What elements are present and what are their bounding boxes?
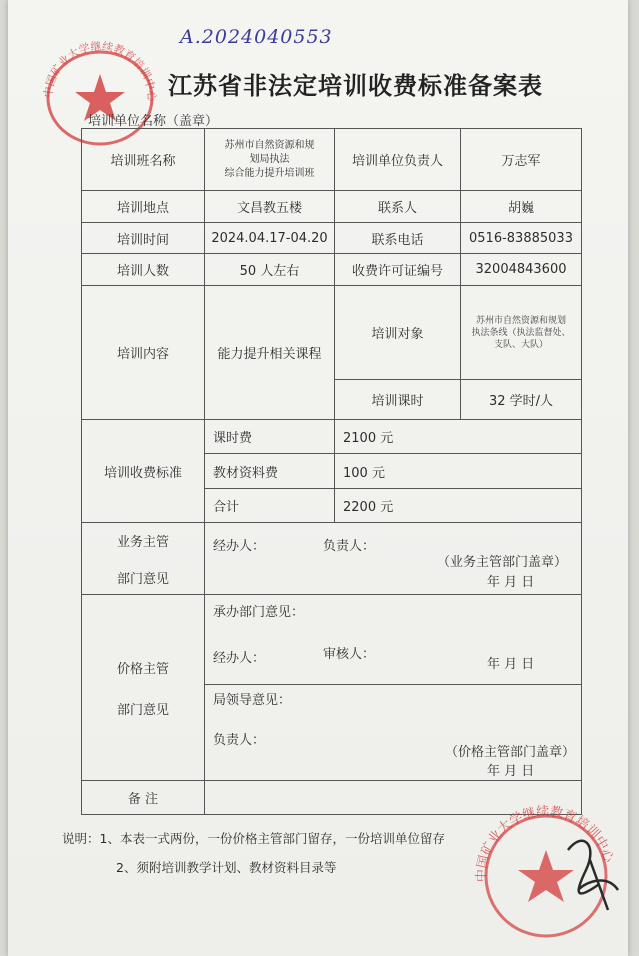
bottom-seal-text: 中国矿业大学继续教育培训中心 <box>474 804 616 883</box>
undertake-opinion-cell <box>205 595 582 685</box>
location-label: 培训地点 <box>82 191 205 223</box>
business-responsible-label: 负责人： <box>323 539 376 554</box>
time-label: 培训时间 <box>82 223 205 254</box>
fee-item-name: 课时费 <box>205 420 335 454</box>
price-date-2: 年 月 日 <box>487 764 535 779</box>
price-stamp-label: （价格主管部门盖章） <box>445 745 576 760</box>
row-content <box>82 286 582 380</box>
row-fee-1 <box>82 420 582 454</box>
page-title: 江苏省非法定培训收费标准备案表 <box>168 72 543 100</box>
bureau-responsible-label: 负责人： <box>213 733 266 748</box>
fee-total-amount: 2200 元 <box>335 489 582 523</box>
top-seal-text: 中国矿业大学继续教育培训中心 <box>41 39 159 102</box>
row-business-opinion <box>82 523 582 595</box>
row-count <box>82 254 582 286</box>
price-reviewer-label: 审核人： <box>323 647 376 662</box>
filing-form-table <box>81 128 582 815</box>
class-name-value: 苏州市自然资源和规 划局执法 综合能力提升培训班 <box>205 129 335 191</box>
bottom-seal <box>458 790 628 940</box>
business-opinion-cell <box>205 523 582 595</box>
fee-label: 培训收费标准 <box>82 420 205 523</box>
handwritten-record-number: A.2024040553 <box>180 26 333 48</box>
hours-value: 32 学时/人 <box>461 380 582 420</box>
content-label: 培训内容 <box>82 286 205 420</box>
hours-label: 培训课时 <box>335 380 461 420</box>
target-value: 苏州市自然资源和规划 执法条线（执法监督处、 支队、大队） <box>461 286 582 380</box>
business-dept-label: 业务主管 部门意见 <box>82 523 205 595</box>
row-class-name <box>82 129 582 191</box>
contact-value: 胡巍 <box>461 191 582 223</box>
license-value: 32004843600 <box>461 254 582 286</box>
row-time <box>82 223 582 254</box>
count-label: 培训人数 <box>82 254 205 286</box>
count-value: 50 人左右 <box>205 254 335 286</box>
price-handler-label: 经办人： <box>213 651 266 666</box>
price-dept-label: 价格主管 部门意见 <box>82 595 205 781</box>
license-label: 收费许可证编号 <box>335 254 461 286</box>
fee-item-amount: 2100 元 <box>335 420 582 454</box>
time-value: 2024.04.17-04.20 <box>205 223 335 254</box>
business-stamp-label: （业务主管部门盖章） <box>437 555 568 570</box>
class-name-label: 培训班名称 <box>82 129 205 191</box>
undertake-opinion-label: 承办部门意见： <box>213 605 305 620</box>
row-price-opinion-1 <box>82 595 582 685</box>
document-paper <box>8 0 628 956</box>
remark-label: 备 注 <box>82 781 205 815</box>
contact-label: 联系人 <box>335 191 461 223</box>
training-unit-label: 培训单位名称（盖章） <box>88 114 219 129</box>
phone-label: 联系电话 <box>335 223 461 254</box>
business-date: 年 月 日 <box>487 575 535 590</box>
business-handler-label: 经办人： <box>213 539 266 554</box>
row-location <box>82 191 582 223</box>
person-in-charge-value: 万志军 <box>461 129 582 191</box>
bureau-opinion-cell <box>205 685 582 781</box>
content-value: 能力提升相关课程 <box>205 286 335 420</box>
note-line-1: 说明：1、本表一式两份，一份价格主管部门留存，一份培训单位留存 <box>62 831 445 846</box>
phone-value: 0516-83885033 <box>461 223 582 254</box>
fee-total-name: 合计 <box>205 489 335 523</box>
fee-item-name: 教材资料费 <box>205 454 335 489</box>
person-in-charge-label: 培训单位负责人 <box>335 129 461 191</box>
target-label: 培训对象 <box>335 286 461 380</box>
note-line-2: 2、须附培训教学计划、教材资料目录等 <box>116 860 337 875</box>
bureau-opinion-label: 局领导意见： <box>213 693 292 708</box>
fee-item-amount: 100 元 <box>335 454 582 489</box>
price-date-1: 年 月 日 <box>487 657 535 672</box>
location-value: 文昌教五楼 <box>205 191 335 223</box>
